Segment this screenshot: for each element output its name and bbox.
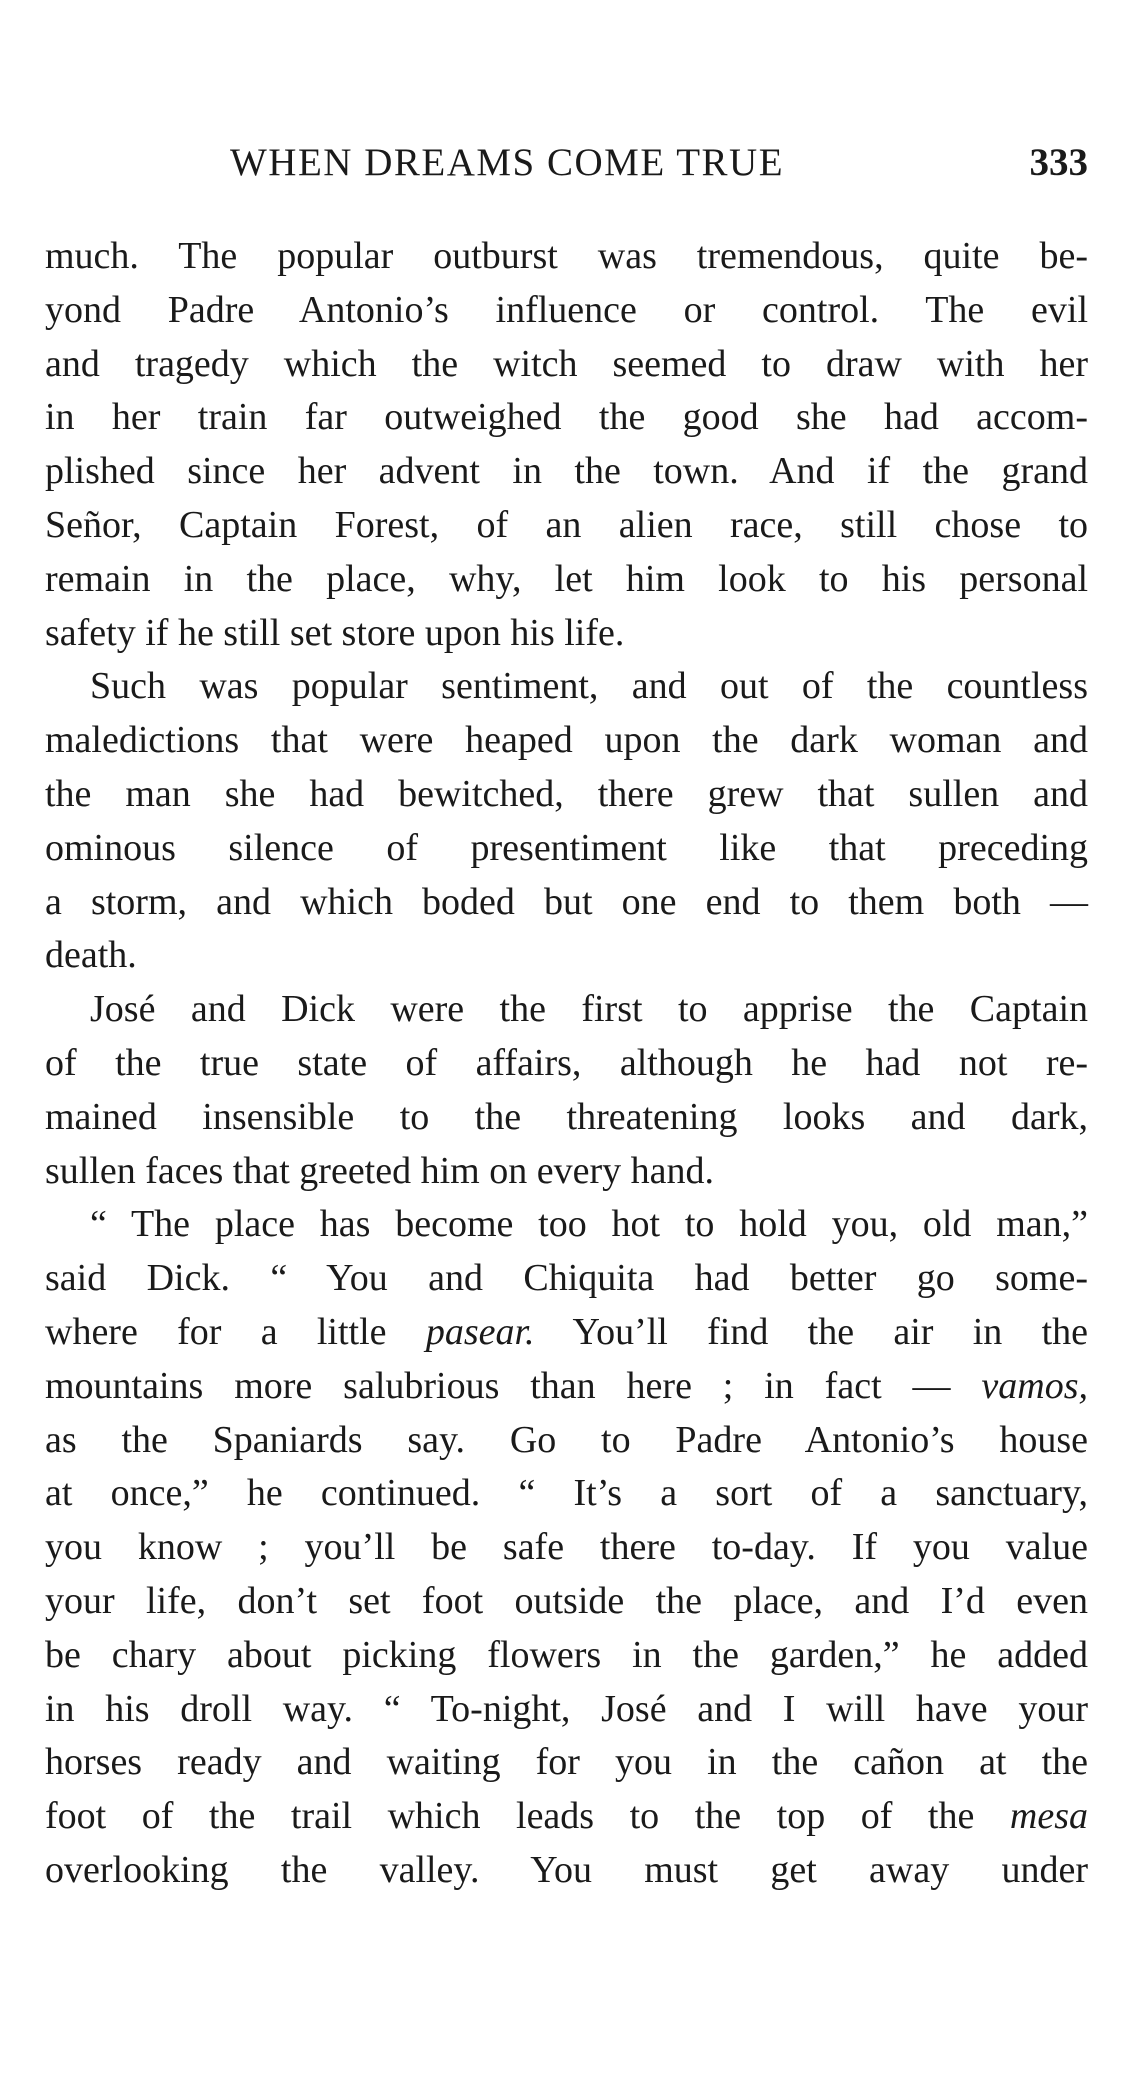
text-span: and tragedy which the witch seemed to draw with her [45,342,1088,385]
text-line [45,230,1088,284]
text-line [45,822,1088,876]
text-span: mained insensible to the threatening looks and dark, [45,1095,1088,1138]
text-line [45,1790,1088,1844]
text-line [45,1360,1088,1414]
text-span: horses ready and waiting for you in the cañon at the [45,1741,1088,1784]
text-line [45,768,1088,822]
text-span: in his droll way. “ To-night, José and I will have your [45,1687,1088,1730]
text-line [45,1844,1088,1898]
text-span: remain in the place, why, let him look to his personal [45,557,1088,600]
text-span: Such was popular sentiment, and out of the countless [90,665,1088,708]
body-text [45,230,1088,1898]
italic-word: vamos, [981,1364,1088,1407]
text-line [45,1575,1088,1629]
text-span: a storm, and which boded but one end to them both — [45,880,1088,923]
text-line [45,1521,1088,1575]
text-span: “ The place has become too hot to hold you, old man,” [90,1203,1088,1246]
text-line [45,445,1088,499]
text-line [45,1736,1088,1790]
text-line [45,876,1088,930]
text-line [45,714,1088,768]
text-line [45,1683,1088,1737]
text-line [45,1414,1088,1468]
text-span: said Dick. “ You and Chiquita had better go some- [45,1257,1088,1300]
text-span: safety if he still set store upon his life. [45,611,625,654]
running-title: WHEN DREAMS COME TRUE [230,141,785,184]
text-span: as the Spaniards say. Go to Padre Antonio’s house [45,1418,1088,1461]
text-span: mountains more salubrious than here ; in fact — [45,1364,982,1407]
text-span: José and Dick were the first to apprise the Captain [90,988,1088,1031]
text-span: at once,” he continued. “ It’s a sort of a sanctuary, [45,1472,1088,1515]
running-head [230,140,1088,190]
text-span: of the true state of affairs, although he had not re- [45,1041,1088,1084]
text-line [45,607,1088,661]
text-line [45,391,1088,445]
text-span: death. [45,934,137,977]
text-line [45,1306,1088,1360]
text-span: Señor, Captain Forest, of an alien race, still chose to [45,503,1088,546]
text-line [45,338,1088,392]
text-span: ominous silence of presentiment like that preceding [45,826,1088,869]
text-span: much. The popular outburst was tremendous, quite be- [45,235,1088,277]
text-span: in her train far outweighed the good she had accom- [45,396,1088,439]
text-line [45,284,1088,338]
text-span: overlooking the valley. You must get away under [45,1848,1088,1891]
text-line [45,1467,1088,1521]
text-line [45,1252,1088,1306]
text-line [45,553,1088,607]
text-span: plished since her advent in the town. And if the grand [45,450,1088,493]
text-line [45,1091,1088,1145]
text-span: you know ; you’ll be safe there to-day. If you value [45,1526,1088,1569]
page-number: 333 [1029,141,1088,184]
text-span: be chary about picking flowers in the garden,” he added [45,1633,1088,1676]
text-line [45,1145,1088,1199]
text-span: You’ll find the air in the [534,1310,1088,1353]
text-span: your life, don’t set foot outside the place, and I’d even [45,1579,1088,1622]
text-line [45,1198,1088,1252]
text-line [45,1037,1088,1091]
text-span: where for a little [45,1310,426,1353]
text-line [45,499,1088,553]
italic-word: pasear. [425,1310,535,1353]
text-span: yond Padre Antonio’s influence or control. The evil [45,288,1088,331]
text-span: foot of the trail which leads to the top of the [45,1795,1010,1838]
text-line [45,660,1088,714]
text-line [45,929,1088,983]
text-line [45,983,1088,1037]
text-span: sullen faces that greeted him on every hand. [45,1149,714,1192]
text-span: maledictions that were heaped upon the dark woman and [45,719,1088,762]
text-span: the man she had bewitched, there grew that sullen and [45,772,1088,815]
italic-word: mesa [1009,1795,1088,1838]
text-line [45,1629,1088,1683]
